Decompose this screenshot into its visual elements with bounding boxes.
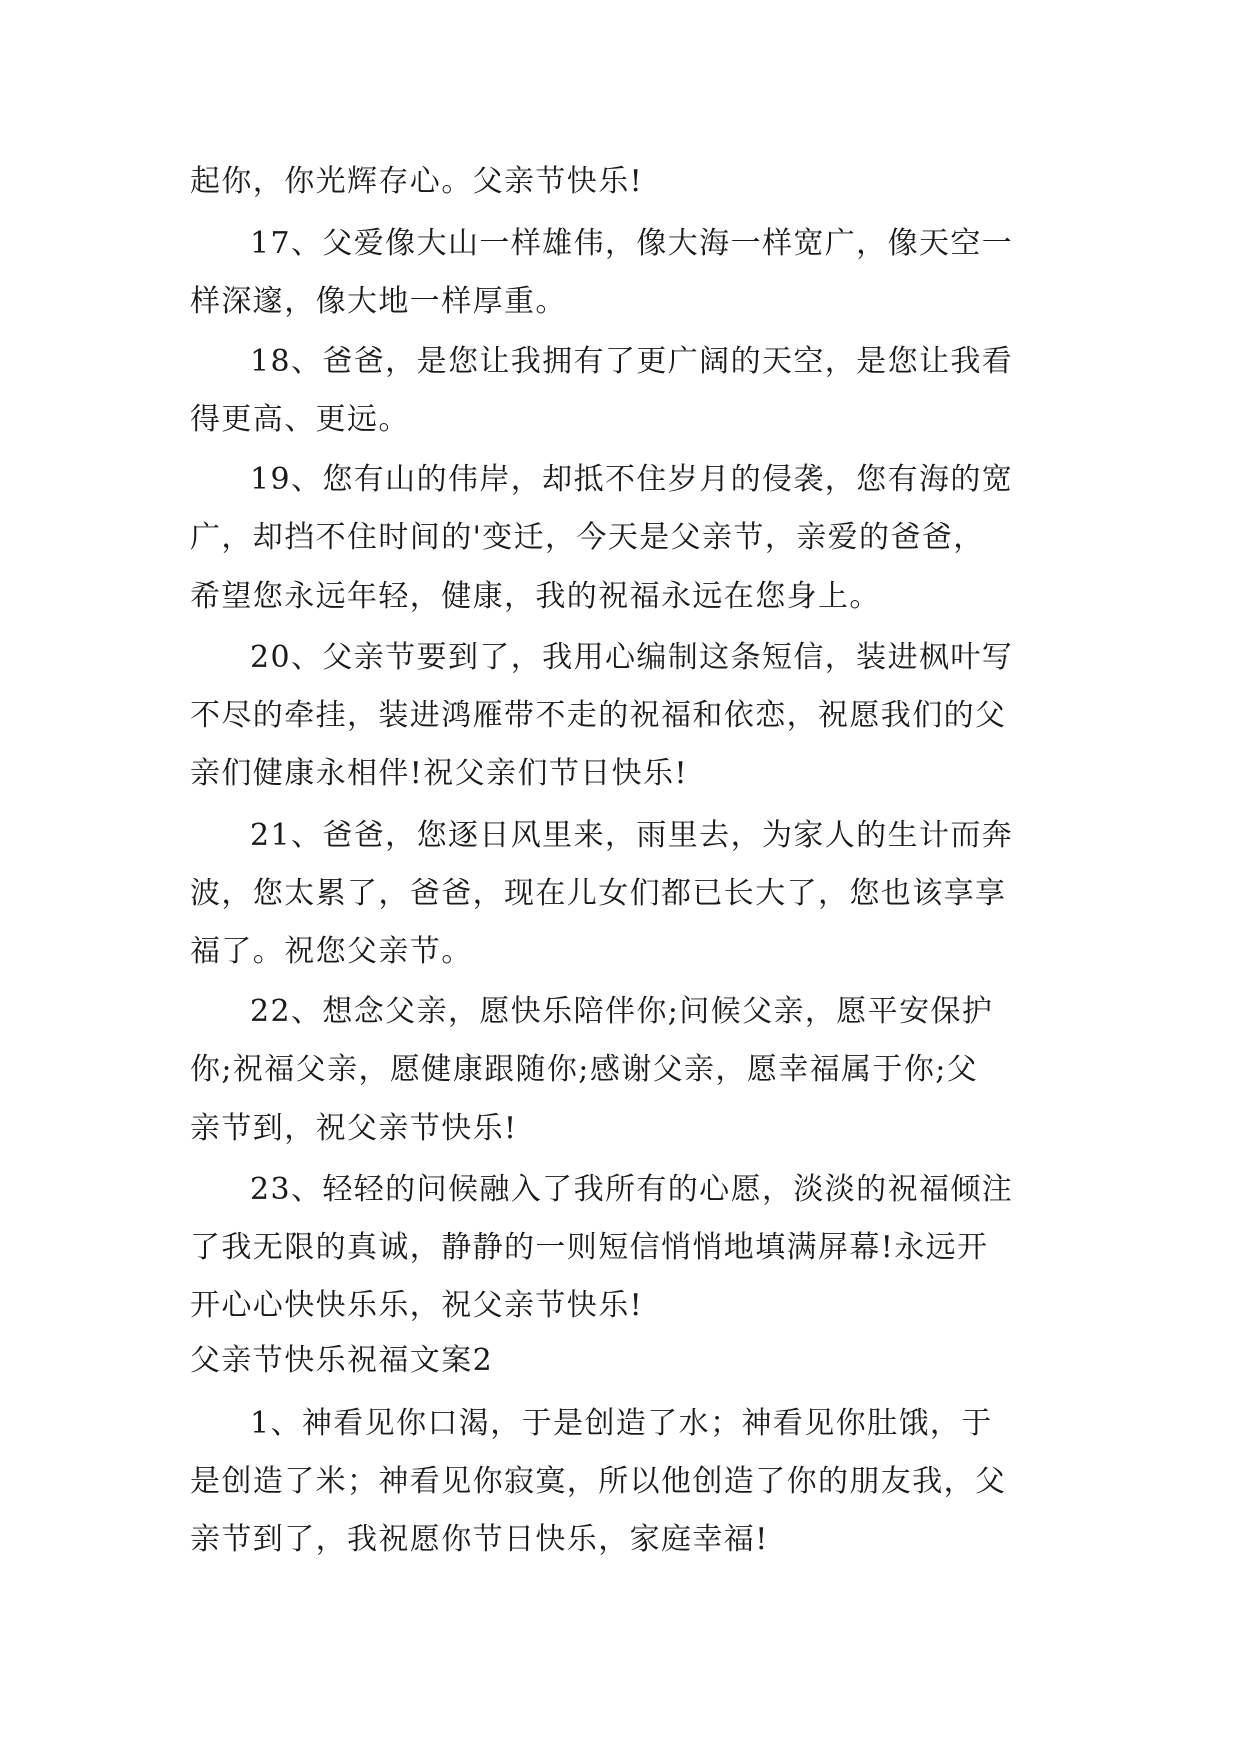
text-line: 广，却挡不住时间的'变迁，今天是父亲节，亲爱的爸爸， — [190, 520, 985, 555]
text-line: 开心心快快乐乐，祝父亲节快乐! — [190, 1288, 644, 1323]
text-line: 了我无限的真诚，静静的一则短信悄悄地填满屏幕!永远开 — [190, 1230, 989, 1265]
text-line: 不尽的牵挂，装进鸿雁带不走的祝福和依恋，祝愿我们的父 — [190, 698, 1007, 733]
paragraph-17: 17、父爱像大山一样雄伟，像大海一样宽广，像天空一 — [250, 226, 1014, 261]
text-line: 是创造了米；神看见你寂寞，所以他创造了你的朋友我，父 — [190, 1464, 1007, 1499]
text-line: 样深邃，像大地一样厚重。 — [190, 284, 567, 319]
text-line: 福了。祝您父亲节。 — [190, 934, 473, 969]
paragraph-18: 18、爸爸，是您让我拥有了更广阔的天空，是您让我看 — [250, 344, 1014, 379]
text-line: 你;祝福父亲，愿健康跟随你;感谢父亲，愿幸福属于你;父 — [190, 1052, 979, 1087]
paragraph-23: 23、轻轻的问候融入了我所有的心愿，淡淡的祝福倾注 — [250, 1172, 1014, 1207]
paragraph-21: 21、爸爸，您逐日风里来，雨里去，为家人的生计而奔 — [250, 818, 1014, 853]
text-line: 得更高、更远。 — [190, 402, 410, 437]
text-line: 希望您永远年轻，健康，我的祝福永远在您身上。 — [190, 579, 881, 614]
paragraph-19: 19、您有山的伟岸，却抵不住岁月的侵袭，您有海的宽 — [250, 462, 1014, 497]
paragraph-20: 20、父亲节要到了，我用心编制这条短信，装进枫叶写 — [250, 640, 1014, 675]
paragraph-1: 1、神看见你口渴，于是创造了水；神看见你肚饿，于 — [250, 1406, 993, 1441]
text-line: 亲节到，祝父亲节快乐! — [190, 1111, 518, 1146]
paragraph-22: 22、想念父亲，愿快乐陪伴你;问候父亲，愿平安保护 — [250, 994, 994, 1029]
text-line: 起你，你光辉存心。父亲节快乐! — [190, 164, 644, 199]
text-line: 亲们健康永相伴!祝父亲们节日快乐! — [190, 756, 688, 791]
text-line: 波，您太累了，爸爸，现在儿女们都已长大了，您也该享享 — [190, 876, 1007, 911]
section-heading: 父亲节快乐祝福文案2 — [190, 1343, 494, 1378]
text-line: 亲节到了，我祝愿你节日快乐，家庭幸福! — [190, 1522, 769, 1557]
